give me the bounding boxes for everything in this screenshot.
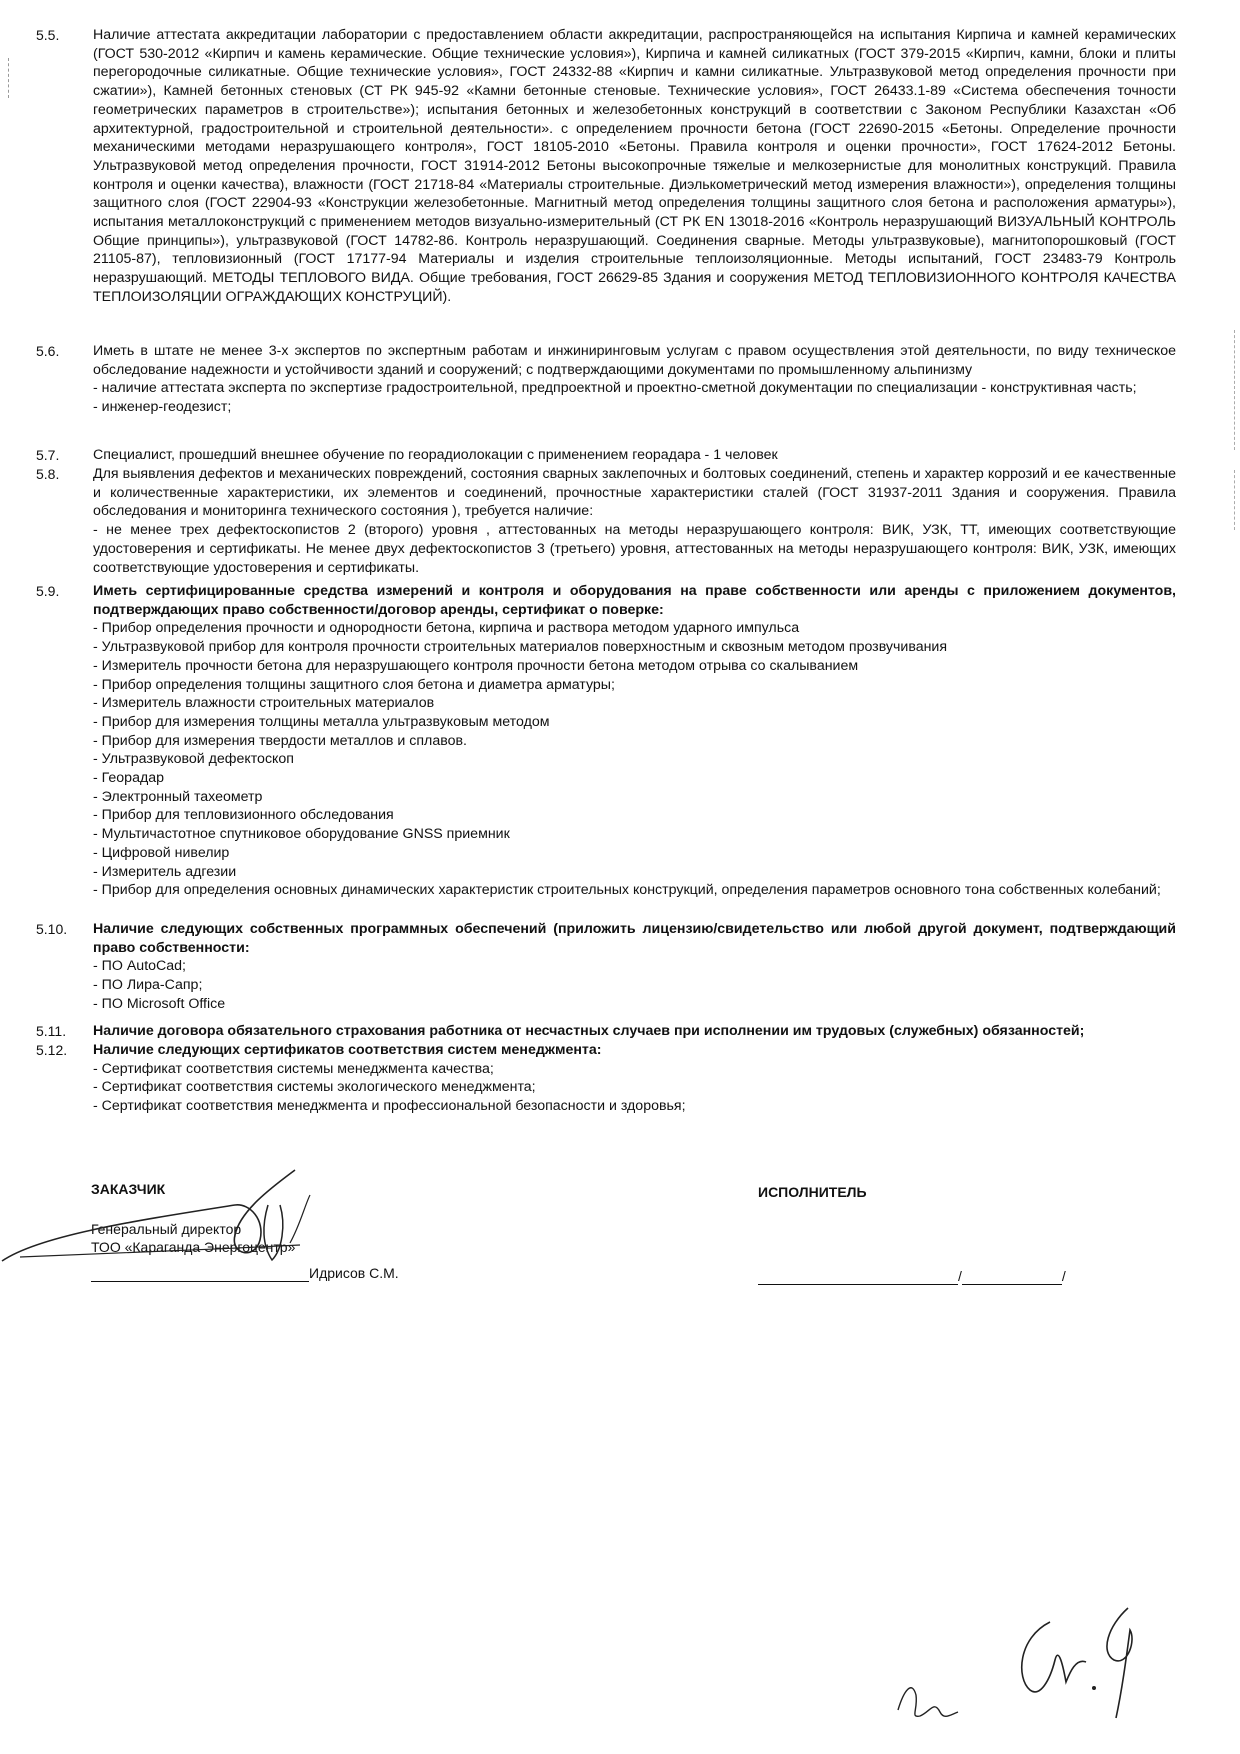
clause-subtext: - инженер-геодезист; [93, 399, 232, 416]
list-item: - Сертификат соответствия системы экологического менеджмента; [93, 1079, 536, 1096]
customer-name: Идрисов С.М. [309, 1265, 399, 1281]
scan-edge-mark [1234, 330, 1236, 450]
list-item: - ПО Лира-Сапр; [93, 977, 203, 994]
slash-separator: / [1061, 1268, 1066, 1284]
clause-5-6 [36, 342, 1176, 417]
clause-5-5 [36, 26, 1176, 307]
clause-5-10 [36, 920, 1176, 1014]
page-initials-handwritten [890, 1600, 1160, 1730]
list-item: - Электронный тахеометр [93, 788, 263, 805]
list-item: - Измеритель адгезии [93, 863, 237, 880]
list-item: - Измеритель влажности строительных материалов [93, 695, 435, 712]
clause-number: 5.5. [36, 27, 60, 43]
clause-subtext: - не менее трех дефектоскопистов 2 (второго) уровня , аттестованных на методы неразрушающего контроля: ВИК, УЗК, ТТ, имеющих соответствующие удостоверения и сертификаты. Не менее двух дефектоскопистов 3 (третьего) уровня, аттестованных на методы неразрушающего контроля: ВИК, УЗК, имеющих соответствующие удостоверения и сертификаты. [93, 522, 1176, 576]
list-item: - ПО Microsoft Office [93, 995, 226, 1012]
clause-number: 5.8. [36, 466, 60, 482]
clause-subtext: - наличие аттестата эксперта по экспертизе градостроительной, предпроектной и проектно-сметной документации по специализации - конструктивная часть; [93, 380, 1137, 397]
list-item: - Цифровой нивелир [93, 844, 230, 861]
list-item: - Измеритель прочности бетона для неразрушающего контроля прочности бетона методом отрыва со скалыванием [93, 657, 859, 674]
clause-heading: Наличие договора обязательного страхования работника от несчастных случаев при исполнении им трудовых (служебных) обязанностей; [93, 1023, 1085, 1039]
customer-handwritten-signature [0, 1165, 340, 1275]
clause-number: 5.10. [36, 921, 68, 937]
signature-underline [758, 1270, 958, 1285]
clause-number: 5.12. [36, 1042, 68, 1058]
list-item: - Сертификат соответствия менеджмента и профессиональной безопасности и здоровья; [93, 1098, 686, 1115]
software-list [93, 957, 1176, 1013]
list-item: - Ультразвуковой дефектоскоп [93, 751, 294, 768]
clause-5-11 [36, 1022, 1176, 1041]
customer-title: ЗАКАЗЧИК [91, 1181, 166, 1197]
clause-5-7 [36, 446, 1176, 465]
clause-number: 5.9. [36, 583, 60, 599]
clause-text: Иметь в штате не менее 3-х экспертов по экспертным работам и инжиниринговым услугам с правом осуществления этой деятельности, по виду техническое обследование надежности и устойчивости зданий и сооружений; с подтверждающими документами по промышленному альпинизму [93, 343, 1176, 378]
equipment-list [93, 619, 1176, 900]
clause-number: 5.11. [36, 1023, 67, 1039]
contractor-title: ИСПОЛНИТЕЛЬ [758, 1184, 867, 1200]
clause-5-12 [36, 1041, 1176, 1116]
clause-heading: Наличие следующих сертификатов соответствия систем менеджмента: [93, 1042, 602, 1058]
list-item: - Прибор для определения основных динамических характеристик строительных конструкций, определения параметров основного тона собственных колебаний; [93, 882, 1161, 899]
list-item: - Прибор определения толщины защитного слоя бетона и диаметра арматуры; [93, 676, 615, 693]
list-item: - Сертификат соответствия системы менеджмента качества; [93, 1060, 494, 1077]
contractor-signature-line [758, 1267, 1178, 1285]
clause-heading: Наличие следующих собственных программных обеспечений (приложить лицензию/свидетельство или любой другой документ, подтверждающий право собственности: [93, 921, 1176, 956]
list-item: - Прибор для измерения толщины металла ультразвуковым методом [93, 713, 550, 730]
list-item: - Ультразвуковой прибор для контроля прочности строительных материалов поверхностным и сквозным методом прозвучивания [93, 639, 948, 656]
list-item: - Прибор определения прочности и однородности бетона, кирпича и раствора методом ударного импульса [93, 620, 800, 637]
list-item: - ПО AutoCad; [93, 958, 186, 975]
list-item: - Мультичастотное спутниковое оборудование GNSS приемник [93, 826, 510, 843]
clause-text: Специалист, прошедший внешнее обучение по георадиолокации с применением георадара - 1 человек [93, 447, 778, 463]
certificate-list [93, 1060, 1176, 1116]
clause-heading: Иметь сертифицированные средства измерений и контроля и оборудования на праве собственности или аренды с приложением документов, подтверждающих право собственности/договор аренды, сертификат о поверке: [93, 583, 1176, 618]
clause-5-8 [36, 465, 1176, 577]
clause-number: 5.7. [36, 447, 60, 463]
list-item: - Прибор для тепловизионного обследования [93, 807, 394, 824]
scan-edge-mark [1234, 470, 1236, 530]
clause-text: Наличие аттестата аккредитации лаборатории с предоставлением области аккредитации, распространяющейся на испытания Кирпича и камней керамических (ГОСТ 530-2012 «Кирпич и камень керамические. Общие технические условия»), Кирпича и камней силикатных (ГОСТ 379-2015 «Кирпич, камни, блоки и плиты перегородочные силикатные. Общие технические условия», ГОСТ 24332-88 «Кирпич и камни силикатные. Ультразвуковой метод определения прочности при сжатии»), Камней бетонных стеновых (СТ РК 945-92 «Камни бетонные стеновые. Технические условия», ГОСТ 26433.1-89 «Система обеспечения точности геометрических параметров в строительстве»); испытания бетонных и железобетонных конструкций в соответствии с Законом Республики Казахстан «Об архитектурной, градостроительной и строительной деятельности». с определением прочности бетона (ГОСТ 22690-2015 «Бетоны. Определение прочности механическими методами неразрушающего контроля», ГОСТ 18105-2010 «Бетоны. Правила контроля и оценки прочности», ГОСТ 17624-2012 Бетоны. Ультразвуковой метод определения прочности, ГОСТ 31914-2012 Бетоны высокопрочные тяжелые и мелкозернистые для монолитных конструкций. Правила контроля и оценки качества), влажности (ГОСТ 21718-84 «Материалы строительные. Диэлькометрический метод измерения влажности»), определения толщины защитного слоя (ГОСТ 22904-93 «Конструкции железобетонные. Магнитный метод определения толщины защитного слоя бетона и расположения арматуры»), испытания металлоконструкций с применением методов визуально-измерительный (СТ РК EN 13018-2016 «Контроль неразрушающий ВИЗУАЛЬНЫЙ КОНТРОЛЬ Общие принципы»), ультразвуковой (ГОСТ 14782-86. Контроль неразрушающий. Соединения сварные. Методы ультразвуковые), магнитопорошковый (ГОСТ 21105-87), тепловизионный (ГОСТ 17177-94 Материалы и изделия строительные теплоизоляционные. Методы испытаний, ГОСТ 23483-79 Контроль неразрушающий. МЕТОДЫ ТЕПЛОВОГО ВИДА. Общие требования, ГОСТ 26629-85 Здания и сооружения МЕТОД ТЕПЛОВИЗИОННОГО КОНТРОЛЯ КАЧЕСТВА ТЕПЛОИЗОЛЯЦИИ ОГРАЖДАЮЩИХ КОНСТРУЦИЙ). [93, 27, 1176, 305]
clause-5-9 [36, 582, 1176, 900]
slash-separator: / [958, 1268, 962, 1284]
list-item: - Георадар [93, 770, 165, 787]
contractor-block [758, 1183, 1178, 1285]
margin-mark [8, 58, 10, 98]
customer-position: Генеральный директор [91, 1221, 242, 1237]
clause-text: Для выявления дефектов и механических повреждений, состояния сварных заклепочных и болтовых соединений, степень и характер коррозий и ее качественные и количественные характеристики, их элементов и соединений, прочностные характеристики сталей (ГОСТ 31937-2011 Здания и сооружения. Правила обследования и мониторинга технического состояния ), требуется наличие: [93, 466, 1176, 520]
list-item: - Прибор для измерения твердости металлов и сплавов. [93, 732, 467, 749]
signature-underline [962, 1270, 1062, 1285]
customer-company: ТОО «Караганда Энергоцентр» [91, 1239, 296, 1255]
clause-number: 5.6. [36, 343, 60, 359]
